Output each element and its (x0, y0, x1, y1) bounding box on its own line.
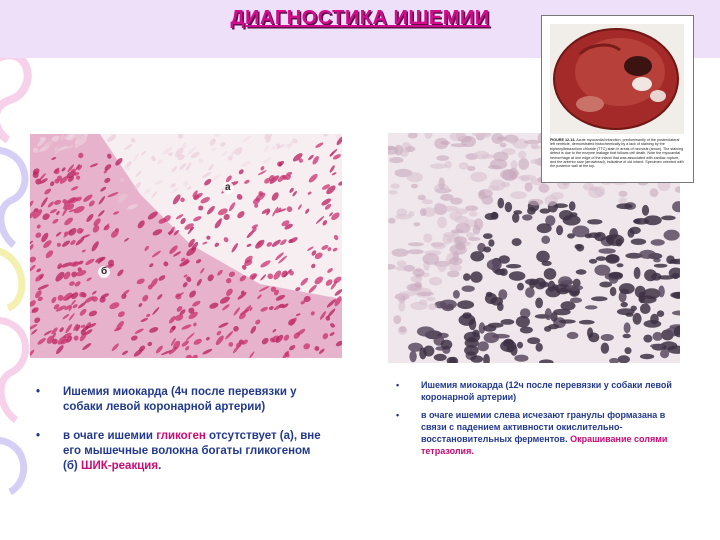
bullet-dot: • (396, 380, 400, 390)
bullet-left-2 (36, 429, 326, 474)
bullet-left-1 (36, 385, 326, 415)
bullet-left-2-highlight: гликоген (156, 430, 206, 442)
marker-b: б (98, 266, 110, 278)
bullet-right-1-text: Ишемия миокарда (12ч после перевязки у собаки левой коронарной артерии) (421, 380, 672, 402)
bullet-right-1 (396, 379, 686, 403)
marker-a: а (222, 182, 234, 194)
bullets-left (36, 385, 326, 474)
bullet-left-2-middle: отсутствует (а), вне его мышечные волокна богаты гликогеном (б) (63, 430, 321, 472)
bullet-left-1-text: Ишемия миокарда (4ч после перевязки у собаки левой коронарной артерии) (63, 386, 297, 413)
bullet-dot: • (396, 410, 400, 420)
inset-caption-text: Acute myocardial infarction, predominantly of the posterolateral left ventricle, demonstrated histochemically by a lack of staining by the triphenyltetrazolium chloride (TTC) stain in areas of necrosis (arrow). The staining defect is due to the enzyme leakage that follows cell death. Note the myocardial hemorrhage at one edge of the infarct that was associated with cardiac rupture, and the anterior scar (arrowhead), indicative of old infarct. Specimen oriented with the posterior wall at the top. (550, 138, 684, 169)
bullet-right-2-before: в очаге ишемии слева исчезают гранулы формазана в связи с падением активности окислительно-восстановительных ферментов. (421, 410, 666, 444)
bullet-left-2-end: . (158, 460, 162, 472)
heart-cross-section-photo (550, 24, 684, 134)
bullet-dot: • (36, 386, 41, 398)
bullets-right (396, 379, 686, 457)
slide-title: ДИАГНОСТИКА ИШЕМИИ (230, 7, 490, 29)
bullet-dot: • (36, 430, 41, 442)
micrograph-pas-stain (30, 134, 342, 358)
bullet-left-2-highlight2: ШИК-реакция (80, 460, 159, 472)
heart-section-inset (541, 15, 694, 183)
inset-caption-label: FIGURE 12-13. (550, 138, 576, 142)
bullet-left-2-before: в очаге ишемии (63, 430, 157, 442)
bullet-right-2-highlight: Окрашивание солями тетразолия. (421, 434, 668, 456)
inset-caption (550, 138, 684, 178)
bullet-right-2 (396, 409, 686, 457)
